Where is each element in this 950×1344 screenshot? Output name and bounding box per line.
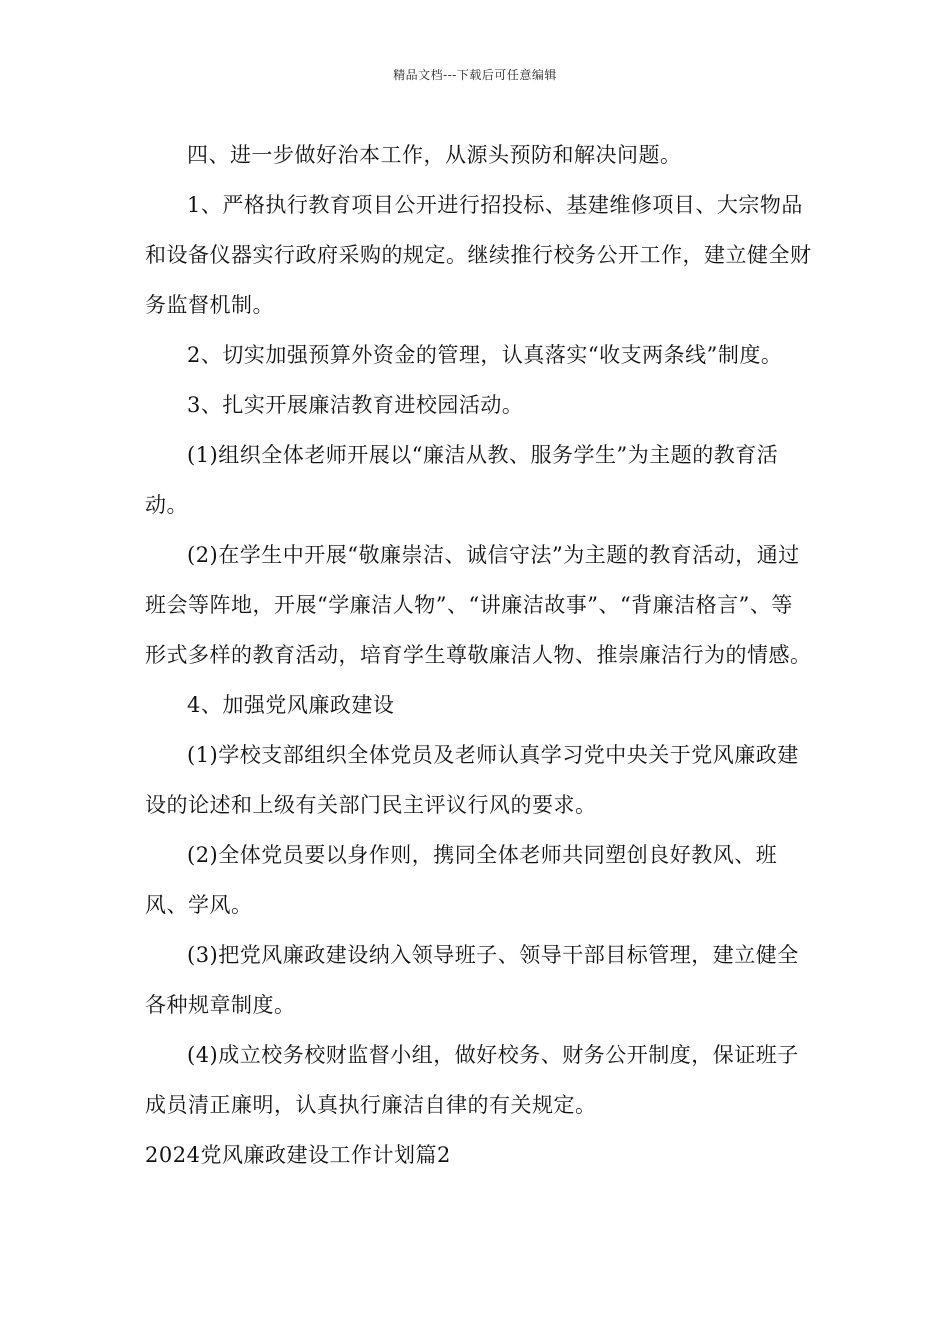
paragraph-item-4: 4、加强党风廉政建设	[187, 693, 395, 717]
paragraph-section-four: 四、进一步做好治本工作，从源头预防和解决问题。	[187, 143, 682, 167]
paragraph-item-3-2: (2)在学生中开展“敬廉崇洁、诚信守法”为主题的教育活动，通过班会等阵地，开展“学廉洁人物”、“讲廉洁故事”、“背廉洁格言”、等形式多样的教育活动，培育学生尊敬廉洁人物、推崇廉洁行为的情感。	[145, 543, 812, 667]
paragraph-item-4-4: (4)成立校务校财监督小组，做好校务、财务公开制度，保证班子成员清正廉明，认真执行廉洁自律的有关规定。	[145, 1043, 799, 1117]
paragraph-item-4-3: (3)把党风廉政建设纳入领导班子、领导干部目标管理，建立健全各种规章制度。	[145, 943, 799, 1017]
paragraph-item-3: 3、扎实开展廉洁教育进校园活动。	[187, 393, 524, 417]
document-body	[145, 130, 813, 1180]
paragraph-item-1: 1、严格执行教育项目公开进行招投标、基建维修项目、大宗物品和设备仪器实行政府采购的规定。继续推行校务公开工作，建立健全财务监督机制。	[145, 193, 812, 317]
section-title: 2024党风廉政建设工作计划篇2	[145, 1143, 451, 1167]
paragraph-item-2: 2、切实加强预算外资金的管理，认真落实“收支两条线”制度。	[187, 343, 783, 367]
paragraph-item-3-1: (1)组织全体老师开展以“廉洁从教、服务学生”为主题的教育活动。	[145, 443, 779, 517]
paragraph-item-4-2: (2)全体党员要以身作则，携同全体老师共同塑创良好教风、班风、学风。	[145, 843, 778, 917]
page-header: 精品文档---下载后可任意编辑	[393, 68, 557, 82]
paragraph-item-4-1: (1)学校支部组织全体党员及老师认真学习党中央关于党风廉政建设的论述和上级有关部门民主评议行风的要求。	[145, 743, 799, 817]
